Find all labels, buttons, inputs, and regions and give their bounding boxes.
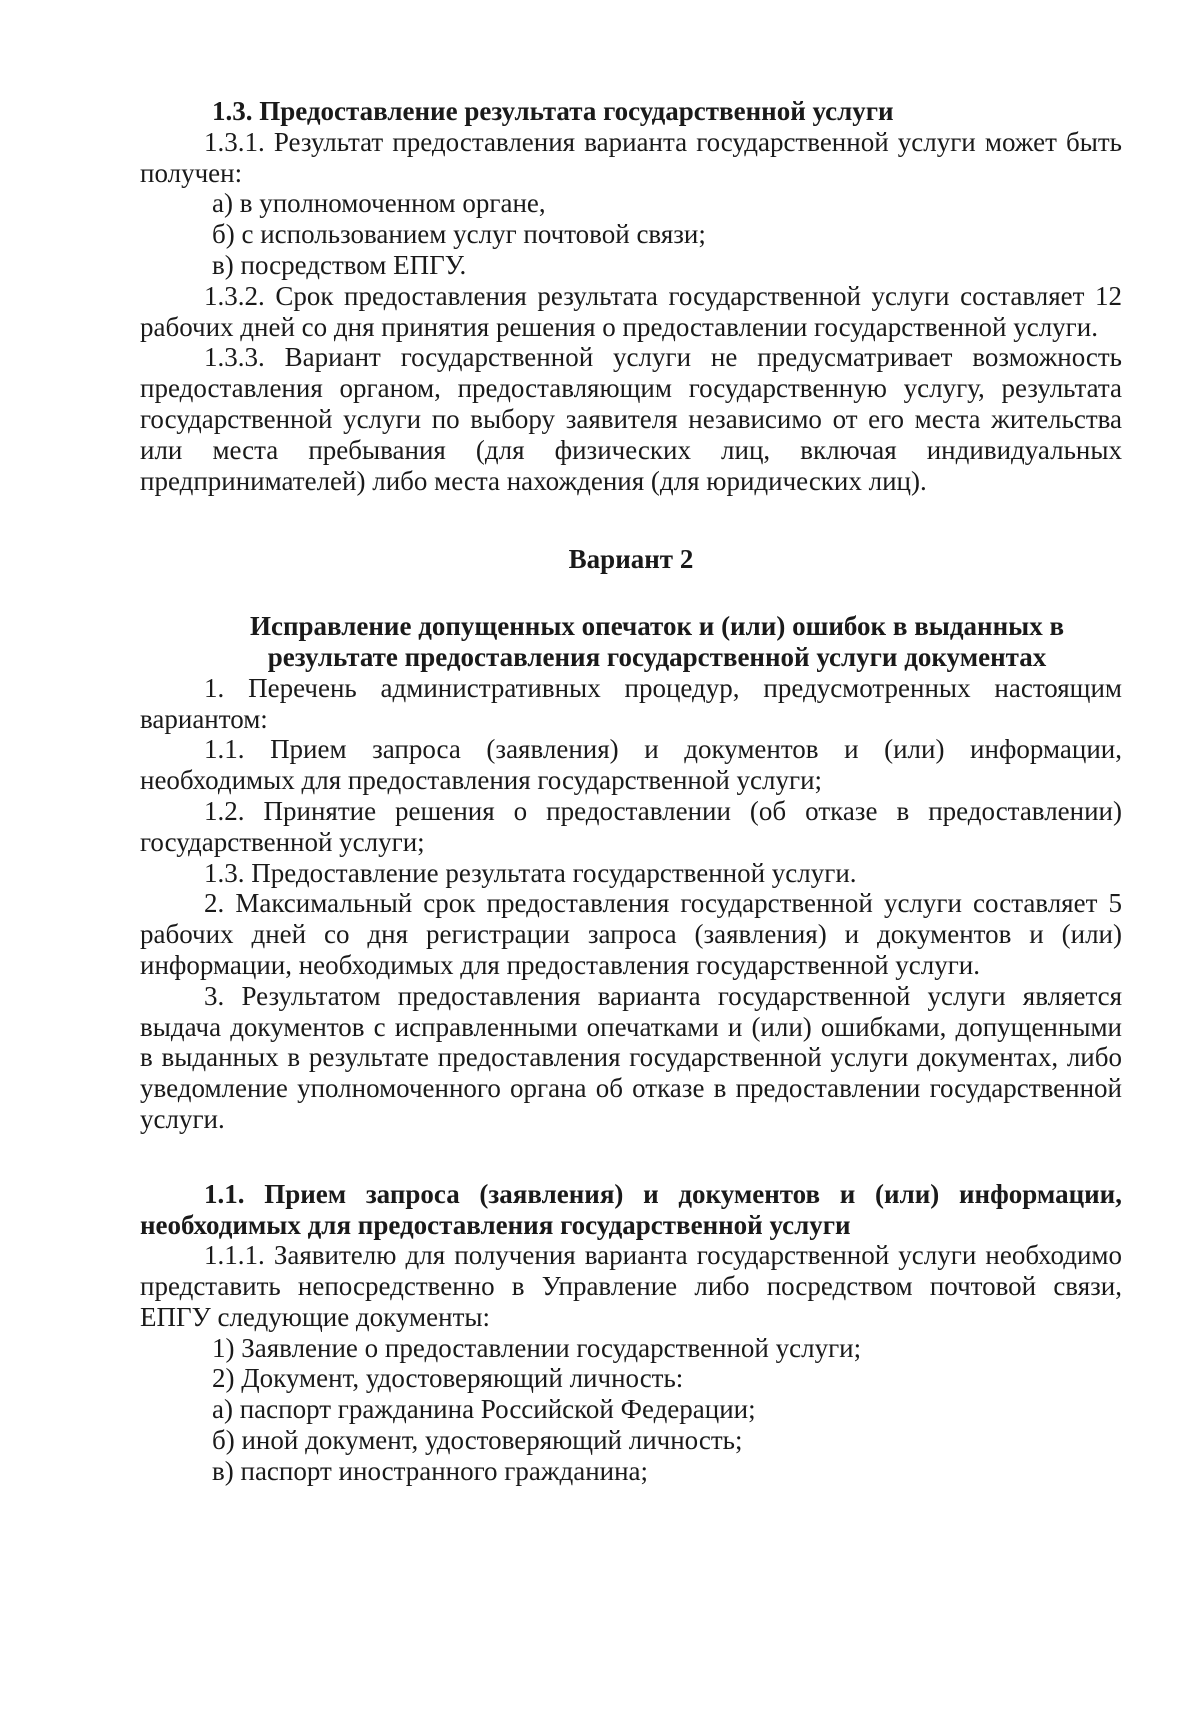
paragraph-v2-1: 1. Перечень административных процедур, предусмотренных настоящим вариантом: [140, 672, 1122, 734]
section-1-1-heading: 1.1. Прием запроса (заявления) и документов и (или) информации, необходимых для предоставления государственной услуги [140, 1178, 1122, 1240]
paragraph-1-3-2: 1.3.2. Срок предоставления результата государственной услуги составляет 12 рабочих дней со дня принятия решения о предоставлении государственной услуги. [140, 280, 1122, 342]
paragraph-v2-1-3: 1.3. Предоставление результата государственной услуги. [204, 857, 857, 888]
list-item: в) паспорт иностранного гражданина; [212, 1455, 649, 1486]
paragraph-1-1-1: 1.1.1. Заявителю для получения варианта государственной услуги необходимо представить непосредственно в Управление либо посредством почтовой связи, ЕПГУ следующие документы: [140, 1240, 1122, 1332]
paragraph-v2-3: 3. Результатом предоставления варианта государственной услуги является выдача документов с исправленными опечатками и (или) ошибками, допущенными в выданных в результате предоставления государственной услуги документах, либо уведомление уполномоченного органа об отказе в предоставлении государственной услуги. [140, 980, 1122, 1134]
list-item: б) с использованием услуг почтовой связи; [212, 219, 706, 250]
paragraph-v2-1-1: 1.1. Прием запроса (заявления) и документов и (или) информации, необходимых для предоставления государственной услуги; [140, 734, 1122, 796]
paragraph-1-3-3: 1.3.3. Вариант государственной услуги не предусматривает возможность предоставления органом, предоставляющим государственную услугу, результата государственной услуги по выбору заявителя независимо от его места жительства или места пребывания (для физических лиц, включая индивидуальных предпринимателей) либо места нахождения (для юридических лиц). [140, 342, 1122, 496]
section-1-3-heading: 1.3. Предоставление результата государственной услуги [212, 96, 894, 126]
list-item: б) иной документ, удостоверяющий личность; [212, 1425, 743, 1456]
list-item: а) в уполномоченном органе, [212, 188, 546, 219]
documents-list [140, 1333, 1122, 1487]
list-item: а) паспорт гражданина Российской Федерации; [212, 1394, 756, 1425]
paragraph-v2-2: 2. Максимальный срок предоставления государственной услуги составляет 5 рабочих дней со дня регистрации запроса (заявления) и документов и (или) информации, необходимых для предоставления государственной услуги. [140, 888, 1122, 980]
list-item: 2) Документ, удостоверяющий личность: [212, 1363, 684, 1394]
list-item: в) посредством ЕПГУ. [212, 249, 467, 280]
variant-2-title: Вариант 2 [568, 544, 694, 575]
list-item: 1) Заявление о предоставлении государственной услуги; [212, 1332, 862, 1363]
variant-2-subtitle: Исправление допущенных опечаток и (или) ошибок в выданных в результате предоставления государственной услуги документах [249, 611, 1065, 672]
paragraph-1-3-1: 1.3.1. Результат предоставления варианта государственной услуги может быть получен: [140, 126, 1122, 188]
result-channels-list [140, 188, 1122, 280]
paragraph-v2-1-2: 1.2. Принятие решения о предоставлении (об отказе в предоставлении) государственной услуги; [140, 795, 1122, 857]
